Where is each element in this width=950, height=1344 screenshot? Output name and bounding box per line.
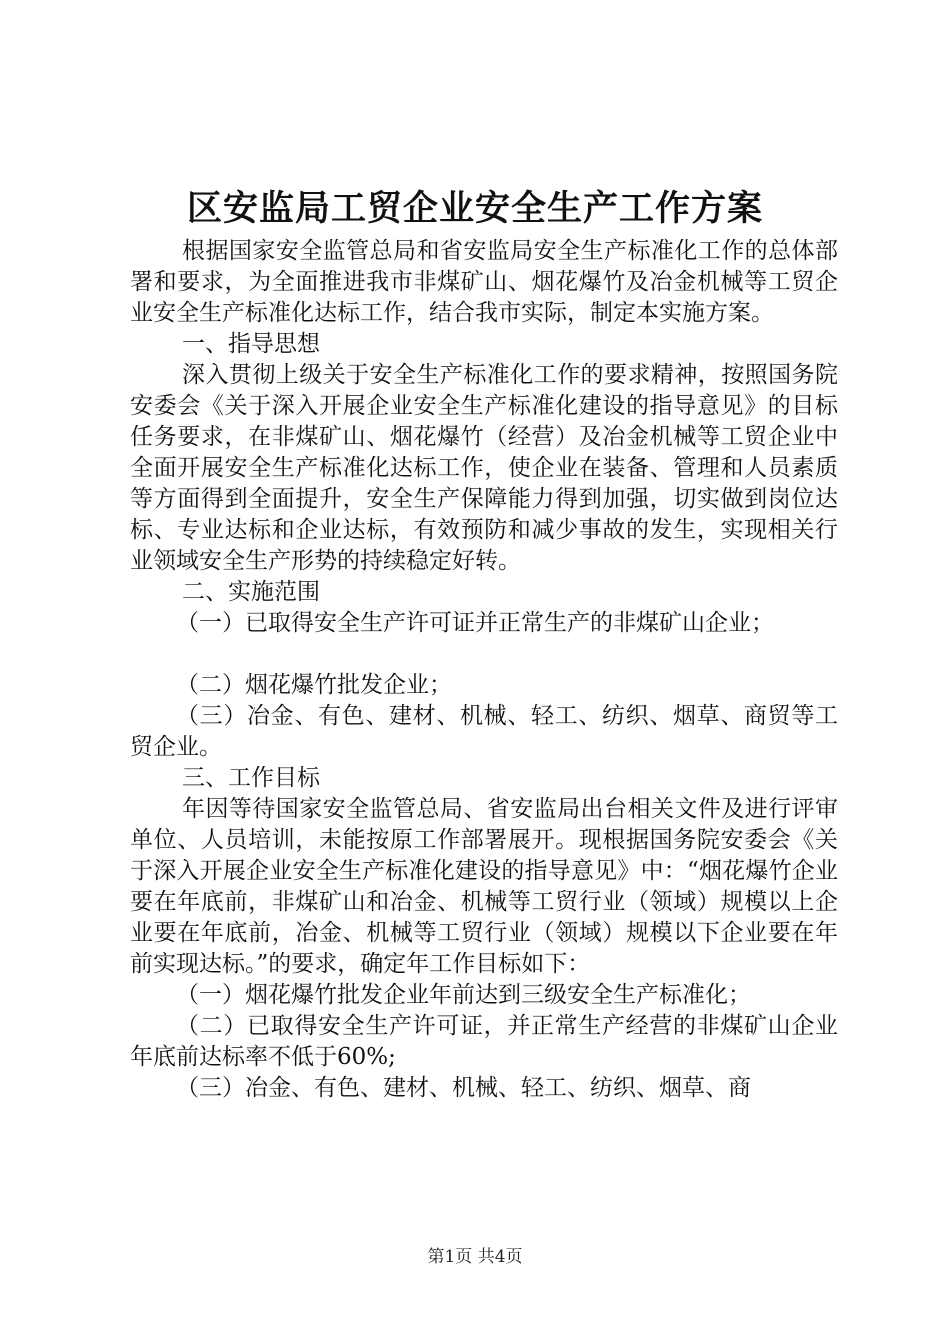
section-heading: 一、指导思想 [182,331,320,357]
list-item: （二）烟花爆竹批发企业； [176,672,452,698]
list-item: （三）冶金、有色、建材、机械、轻工、纺织、烟草、商 [176,1075,751,1101]
list-item: （一）烟花爆竹批发企业年前达到三级安全生产标准化； [176,982,751,1008]
list-item: （一）已取得安全生产许可证并正常生产的非煤矿山企业； [176,610,774,636]
section-heading: 三、工作目标 [182,765,320,791]
section-paragraph: 深入贯彻上级关于安全生产标准化工作的要求精神，按照国务院安委会《关于深入开展企业安全生产标准化建设的指导意见》的目标任务要求，在非煤矿山、烟花爆竹（经营）及冶金机械等工贸企业中全面开展安全生产标准化达标工作，使企业在装备、管理和人员素质等方面得到全面提升，安全生产保障能力得到加强，切实做到岗位达标、专业达标和企业达标，有效预防和减少事故的发生，实现相关行业领域安全生产形势的持续稳定好转。 [130,362,838,574]
section-heading: 二、实施范围 [182,579,320,605]
page-footer: 第1页 共4页 [427,1247,523,1267]
paragraph-gap [130,639,838,670]
list-item: （三）冶金、有色、建材、机械、轻工、纺织、烟草、商贸等工贸企业。 [130,703,838,760]
list-item: （二）已取得安全生产许可证，并正常生产经营的非煤矿山企业年底前达标率不低于60%; [130,1013,838,1070]
document-body [130,236,838,1104]
intro-paragraph: 根据国家安全监管总局和省安监局安全生产标准化工作的总体部署和要求，为全面推进我市非煤矿山、烟花爆竹及冶金机械等工贸企业安全生产标准化达标工作，结合我市实际，制定本实施方案。 [130,238,838,326]
document-title: 区安监局工贸企业安全生产工作方案 [186,188,763,229]
section-paragraph: 年因等待国家安全监管总局、省安监局出台相关文件及进行评审单位、人员培训，未能按原工作部署展开。现根据国务院安委会《关于深入开展企业安全生产标准化建设的指导意见》中：“烟花爆竹企业要在年底前，非煤矿山和冶金、机械等工贸行业（领域）规模以上企业要在年底前，冶金、机械等工贸行业（领域）规模以下企业要在年前实现达标。”的要求，确定年工作目标如下： [130,796,838,977]
